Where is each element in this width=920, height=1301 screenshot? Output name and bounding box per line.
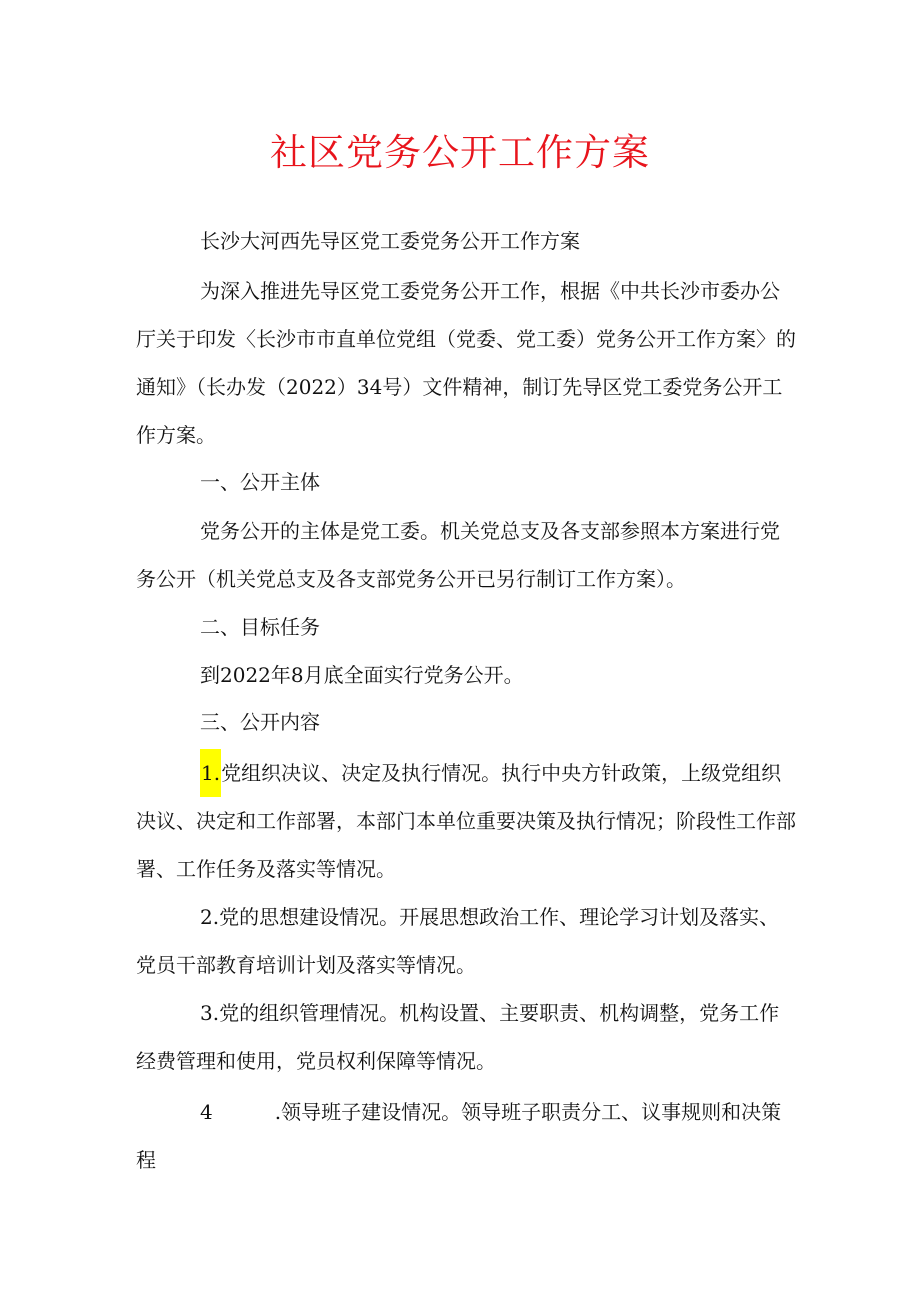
section2-body: 到2022年8月底全面实行党务公开。 <box>200 663 524 687</box>
section1-heading: 一、公开主体 <box>200 470 320 494</box>
list-item-3 <box>136 989 796 1085</box>
list-item-1 <box>136 749 796 893</box>
list-item-2 <box>136 893 796 989</box>
item2-text: .党的思想建设情况。开展思想政治工作、理论学习计划及落实、党员干部教育培训计划及落实等情况。 <box>136 905 780 977</box>
item2-number: 2 <box>200 905 213 929</box>
item1-number-highlight: 1. <box>200 749 221 797</box>
section3-heading: 三、公开内容 <box>200 710 320 734</box>
item4-number: 4 <box>200 1100 213 1124</box>
item3-number: 3 <box>200 1001 213 1025</box>
list-item-4 <box>136 1088 796 1184</box>
item4-text: .领导班子建设情况。领导班子职责分工、议事规则和决策程 <box>136 1100 782 1172</box>
section1-body: 党务公开的主体是党工委。机关党总支及各支部参照本方案进行党务公开（机关党总支及各支部党务公开已另行制订工作方案）。 <box>136 519 780 591</box>
section2-heading: 二、目标任务 <box>200 615 320 639</box>
item1-text: 党组织决议、决定及执行情况。执行中央方针政策，上级党组织决议、决定和工作部署，本部门本单位重要决策及执行情况；阶段性工作部署、工作任务及落实等情况。 <box>136 761 796 881</box>
intro-paragraph: 为深入推进先导区党工委党务公开工作，根据《中共长沙市委办公厅关于印发〈长沙市市直单位党组（党委、党工委）党务公开工作方案〉的通知》（长办发（2022）34号）文件精神，制订先导区党工委党务公开工作方案。 <box>136 279 796 447</box>
document-title: 社区党务公开工作方案 <box>270 131 650 174</box>
item3-text: .党的组织管理情况。机构设置、主要职责、机构调整，党务工作经费管理和使用，党员权利保障等情况。 <box>136 1001 780 1073</box>
document-subtitle: 长沙大河西先导区党工委党务公开工作方案 <box>200 229 580 253</box>
